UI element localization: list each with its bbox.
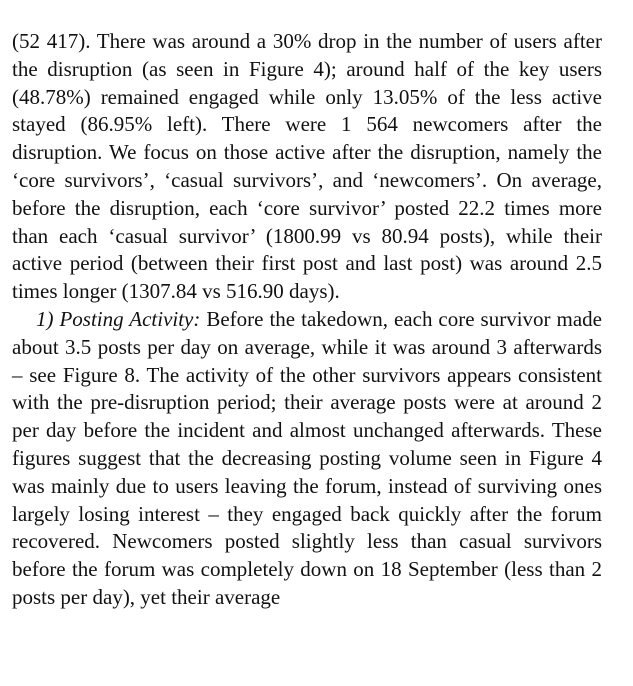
paragraph-survivors-summary: (52 417). There was around a 30% drop in the number of users after the disruption (as seen in Figure 4); around half of the key users (48.78%) remained engaged while only 13.05% of the less active stayed (86.95% left). There were 1 564 newcomers after the disruption. We focus on those active after the disruption, namely the ‘core survivors’, ‘casual survivors’, and ‘newcomers’. On average, before the disruption, each ‘core survivor’ posted 22.2 times more than each ‘casual survivor’ (1800.99 vs 80.94 posts), while their active period (between their first post and last post) was around 2.5 times longer (1307.84 vs 516.90 days).: [12, 29, 602, 304]
paragraph-posting-activity-body: Before the takedown, each core survivor made about 3.5 posts per day on average, while it was around 3 afterwards – see Figure 8. The activity of the other survivors appears consistent with the pre-disruption period; their average posts were at around 2 per day before the incident and almost unchanged afterwards. These figures suggest that the decreasing posting volume seen in Figure 4 was mainly due to users leaving the forum, instead of surviving ones largely losing interest – they engaged back quickly after the forum recovered. Newcomers posted slightly less than casual survivors before the forum was completely down on 18 September (less than 2 posts per day), yet their average: [12, 306, 603, 609]
body-text-column: [12, 28, 602, 612]
subsection-heading: 1) Posting Activity:: [36, 306, 201, 331]
paragraph-posting-activity: [12, 306, 602, 612]
